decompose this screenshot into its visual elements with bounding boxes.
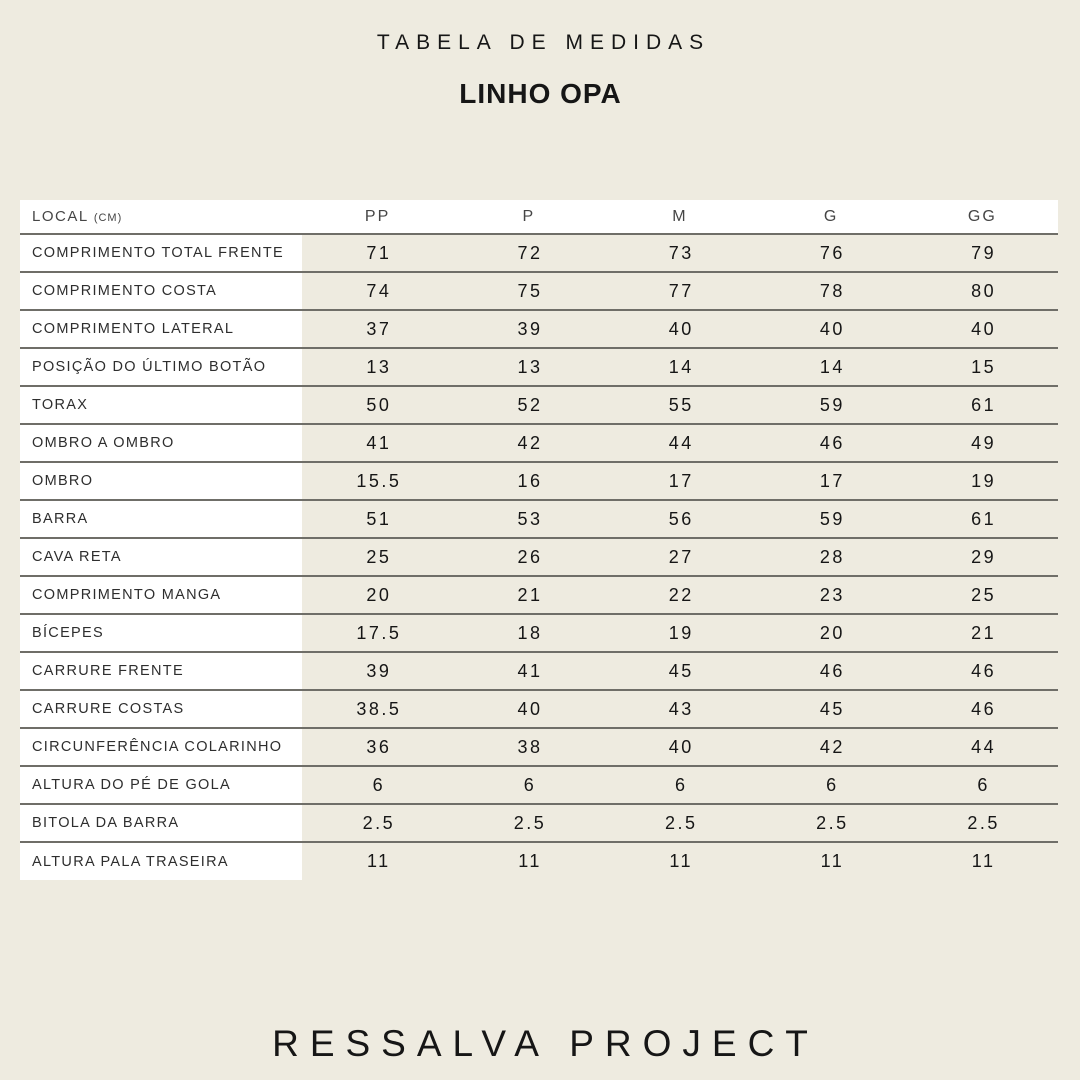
header-local-label: LOCAL <box>32 208 94 225</box>
measurement-value-cell: 46 <box>907 652 1058 690</box>
measurement-value-cell: 18 <box>453 614 604 652</box>
measurement-value-cell: 42 <box>756 728 907 766</box>
row-label-cell: TORAX <box>20 386 302 424</box>
measurement-value-cell: 14 <box>756 348 907 386</box>
measurement-value-cell: 15.5 <box>302 462 453 500</box>
table-row <box>20 500 1058 538</box>
measurement-value-cell: 76 <box>756 234 907 272</box>
size-chart-table <box>20 200 1058 880</box>
measurement-value-cell: 43 <box>604 690 755 728</box>
measurement-value-cell: 37 <box>302 310 453 348</box>
measurement-value-cell: 21 <box>453 576 604 614</box>
measurement-value-cell: 50 <box>302 386 453 424</box>
measurement-value-cell: 45 <box>756 690 907 728</box>
measurement-value-cell: 44 <box>907 728 1058 766</box>
measurement-value-cell: 39 <box>302 652 453 690</box>
table-row <box>20 614 1058 652</box>
measurement-value-cell: 22 <box>604 576 755 614</box>
measurement-value-cell: 40 <box>907 310 1058 348</box>
header-local-cell <box>20 200 302 234</box>
measurement-value-cell: 19 <box>604 614 755 652</box>
measurement-value-cell: 38 <box>453 728 604 766</box>
size-column-header-g: G <box>823 207 839 225</box>
measurement-value-cell: 27 <box>604 538 755 576</box>
measurement-value-cell: 51 <box>302 500 453 538</box>
measurement-value-cell: 55 <box>604 386 755 424</box>
measurement-value-cell: 40 <box>756 310 907 348</box>
measurement-value-cell: 11 <box>604 842 755 880</box>
measurement-value-cell: 77 <box>604 272 755 310</box>
measurement-value-cell: 6 <box>907 766 1058 804</box>
row-label-cell: POSIÇÃO DO ÚLTIMO BOTÃO <box>20 348 302 386</box>
measurement-value-cell: 74 <box>302 272 453 310</box>
measurement-value-cell: 75 <box>453 272 604 310</box>
table-row <box>20 766 1058 804</box>
measurement-value-cell: 72 <box>453 234 604 272</box>
table-row <box>20 234 1058 272</box>
measurement-value-cell: 6 <box>302 766 453 804</box>
measurement-value-cell: 61 <box>907 386 1058 424</box>
collection-name: LINHO OPA <box>459 78 622 109</box>
measurement-value-cell: 6 <box>604 766 755 804</box>
measurement-value-cell: 2.5 <box>756 804 907 842</box>
measurement-value-cell: 2.5 <box>453 804 604 842</box>
measurement-value-cell: 23 <box>756 576 907 614</box>
size-column-header-pp: PP <box>364 207 391 225</box>
row-label-cell: BITOLA DA BARRA <box>20 804 302 842</box>
measurement-value-cell: 2.5 <box>302 804 453 842</box>
row-label-cell: BÍCEPES <box>20 614 302 652</box>
measurement-value-cell: 6 <box>756 766 907 804</box>
measurement-value-cell: 26 <box>453 538 604 576</box>
table-row <box>20 462 1058 500</box>
measurement-value-cell: 20 <box>302 576 453 614</box>
table-row <box>20 348 1058 386</box>
measurement-value-cell: 11 <box>302 842 453 880</box>
table-row <box>20 652 1058 690</box>
table-row <box>20 386 1058 424</box>
measurement-value-cell: 40 <box>453 690 604 728</box>
measurement-value-cell: 29 <box>907 538 1058 576</box>
table-row <box>20 728 1058 766</box>
measurement-value-cell: 53 <box>453 500 604 538</box>
measurement-value-cell: 11 <box>453 842 604 880</box>
measurement-value-cell: 71 <box>302 234 453 272</box>
measurement-value-cell: 46 <box>756 652 907 690</box>
size-column-header-gg: GG <box>967 207 997 225</box>
size-column-header-m: M <box>672 207 688 225</box>
row-label-cell: CAVA RETA <box>20 538 302 576</box>
brand-logo-text: RESSALVA PROJECT <box>272 1023 819 1064</box>
measurement-value-cell: 78 <box>756 272 907 310</box>
table-row <box>20 424 1058 462</box>
table-row <box>20 576 1058 614</box>
measurement-value-cell: 46 <box>756 424 907 462</box>
measurement-value-cell: 80 <box>907 272 1058 310</box>
table-row <box>20 842 1058 880</box>
measurement-value-cell: 14 <box>604 348 755 386</box>
row-label-cell: ALTURA DO PÉ DE GOLA <box>20 766 302 804</box>
measurement-value-cell: 21 <box>907 614 1058 652</box>
measurement-value-cell: 25 <box>907 576 1058 614</box>
table-row <box>20 272 1058 310</box>
table-row <box>20 538 1058 576</box>
measurement-value-cell: 73 <box>604 234 755 272</box>
measurement-value-cell: 49 <box>907 424 1058 462</box>
measurement-value-cell: 19 <box>907 462 1058 500</box>
measurement-value-cell: 52 <box>453 386 604 424</box>
row-label-cell: ALTURA PALA TRASEIRA <box>20 842 302 880</box>
measurement-value-cell: 6 <box>453 766 604 804</box>
measurement-value-cell: 59 <box>756 500 907 538</box>
table-row <box>20 690 1058 728</box>
row-label-cell: COMPRIMENTO MANGA <box>20 576 302 614</box>
measurement-value-cell: 2.5 <box>604 804 755 842</box>
measurement-value-cell: 40 <box>604 310 755 348</box>
row-label-cell: BARRA <box>20 500 302 538</box>
measurement-value-cell: 17.5 <box>302 614 453 652</box>
row-label-cell: CIRCUNFERÊNCIA COLARINHO <box>20 728 302 766</box>
measurement-value-cell: 39 <box>453 310 604 348</box>
table-row <box>20 310 1058 348</box>
measurement-value-cell: 25 <box>302 538 453 576</box>
table-row <box>20 804 1058 842</box>
measurement-value-cell: 45 <box>604 652 755 690</box>
measurement-value-cell: 42 <box>453 424 604 462</box>
row-label-cell: COMPRIMENTO LATERAL <box>20 310 302 348</box>
measurement-value-cell: 15 <box>907 348 1058 386</box>
measurement-value-cell: 36 <box>302 728 453 766</box>
header-unit-label: (CM) <box>93 212 123 224</box>
row-label-cell: COMPRIMENTO COSTA <box>20 272 302 310</box>
measurement-value-cell: 17 <box>756 462 907 500</box>
measurement-value-cell: 11 <box>756 842 907 880</box>
measurement-value-cell: 2.5 <box>907 804 1058 842</box>
measurement-value-cell: 44 <box>604 424 755 462</box>
row-label-cell: COMPRIMENTO TOTAL FRENTE <box>20 234 302 272</box>
measurement-value-cell: 46 <box>907 690 1058 728</box>
row-label-cell: OMBRO A OMBRO <box>20 424 302 462</box>
page-title: TABELA DE MEDIDAS <box>376 31 711 54</box>
measurement-value-cell: 38.5 <box>302 690 453 728</box>
table-header-row <box>20 200 1058 234</box>
measurement-value-cell: 41 <box>302 424 453 462</box>
row-label-cell: CARRURE FRENTE <box>20 652 302 690</box>
measurement-value-cell: 79 <box>907 234 1058 272</box>
measurement-value-cell: 11 <box>907 842 1058 880</box>
row-label-cell: OMBRO <box>20 462 302 500</box>
measurement-value-cell: 17 <box>604 462 755 500</box>
row-label-cell: CARRURE COSTAS <box>20 690 302 728</box>
size-column-header-p: P <box>522 207 536 225</box>
measurement-value-cell: 20 <box>756 614 907 652</box>
measurement-value-cell: 28 <box>756 538 907 576</box>
measurement-value-cell: 56 <box>604 500 755 538</box>
measurement-value-cell: 59 <box>756 386 907 424</box>
measurement-value-cell: 13 <box>302 348 453 386</box>
measurement-value-cell: 40 <box>604 728 755 766</box>
measurement-value-cell: 16 <box>453 462 604 500</box>
measurement-value-cell: 41 <box>453 652 604 690</box>
measurement-value-cell: 13 <box>453 348 604 386</box>
measurement-value-cell: 61 <box>907 500 1058 538</box>
